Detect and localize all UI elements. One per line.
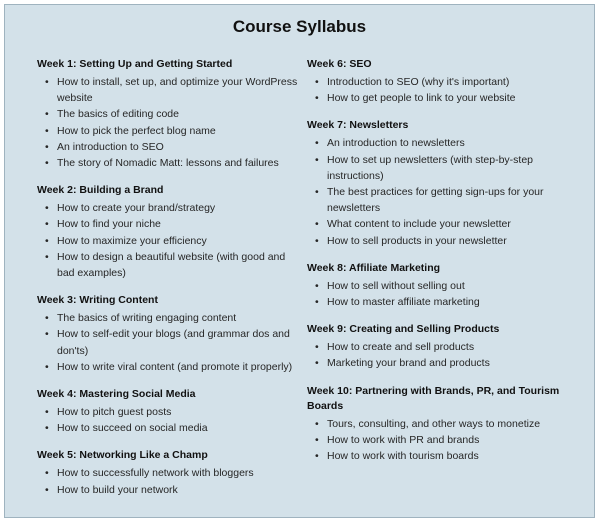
week-section <box>37 57 299 171</box>
list-item: • How to design a beautiful website (with good and bad examples) <box>57 249 299 281</box>
list-item: • An introduction to newsletters <box>327 135 587 151</box>
topic-list <box>307 135 587 248</box>
topic-list <box>37 465 299 497</box>
week-section <box>307 118 587 248</box>
list-item: • How to install, set up, and optimize your WordPress website <box>57 74 299 106</box>
list-item: • How to self-edit your blogs (and grammar dos and don'ts) <box>57 326 299 358</box>
topic-list <box>307 74 587 106</box>
list-item: • Introduction to SEO (why it's important) <box>327 74 587 90</box>
list-item: • How to find your niche <box>57 216 299 232</box>
topic-list <box>307 278 587 310</box>
week-heading: Week 9: Creating and Selling Products <box>307 323 500 336</box>
list-item: • How to sell without selling out <box>327 278 587 294</box>
list-item: • How to create and sell products <box>327 339 587 355</box>
list-item: • Tours, consulting, and other ways to monetize <box>327 416 587 432</box>
week-heading: Week 7: Newsletters <box>307 119 409 132</box>
week-section <box>307 57 587 106</box>
week-heading: Week 8: Affiliate Marketing <box>307 261 441 274</box>
list-item: • How to set up newsletters (with step-by-step instructions) <box>327 152 587 184</box>
topic-list <box>37 74 299 171</box>
list-item: • The basics of writing engaging content <box>57 310 299 326</box>
week-heading: Week 2: Building a Brand <box>37 184 164 197</box>
list-item: • How to get people to link to your website <box>327 90 587 106</box>
page-title: Course Syllabus <box>232 17 367 36</box>
week-section <box>37 183 299 281</box>
topic-list <box>307 416 587 465</box>
week-section <box>307 261 587 310</box>
list-item: • How to pick the perfect blog name <box>57 123 299 139</box>
list-item: • The basics of editing code <box>57 106 299 122</box>
right-column <box>307 57 587 476</box>
topic-list <box>37 200 299 281</box>
list-item: • Marketing your brand and products <box>327 355 587 371</box>
week-section <box>37 293 299 375</box>
list-item: • How to succeed on social media <box>57 420 299 436</box>
list-item: • How to pitch guest posts <box>57 404 299 420</box>
list-item: • How to build your network <box>57 482 299 498</box>
topic-list <box>37 404 299 436</box>
topic-list <box>37 310 299 375</box>
week-section <box>37 387 299 436</box>
list-item: • How to work with PR and brands <box>327 432 587 448</box>
week-heading: Week 6: SEO <box>307 58 372 70</box>
list-item: • An introduction to SEO <box>57 139 299 155</box>
week-section <box>37 448 299 497</box>
list-item: • How to master affiliate marketing <box>327 294 587 310</box>
list-item: • How to maximize your efficiency <box>57 233 299 249</box>
list-item: • The story of Nomadic Matt: lessons and failures <box>57 155 299 171</box>
topic-list <box>307 339 587 371</box>
week-section <box>307 322 587 371</box>
week-heading: Week 3: Writing Content <box>37 294 158 307</box>
list-item: • The best practices for getting sign-ups for your newsletters <box>327 184 587 216</box>
left-column <box>37 57 299 510</box>
list-item: • How to successfully network with bloggers <box>57 465 299 481</box>
syllabus-panel <box>4 4 595 518</box>
week-heading: Week 5: Networking Like a Champ <box>37 449 208 462</box>
list-item: • How to write viral content (and promote it properly) <box>57 359 299 375</box>
week-heading: Week 4: Mastering Social Media <box>37 388 196 401</box>
list-item: • What content to include your newsletter <box>327 216 587 232</box>
list-item: • How to sell products in your newsletter <box>327 233 587 249</box>
week-heading: Week 1: Setting Up and Getting Started <box>37 58 233 70</box>
week-heading: Week 10: Partnering with Brands, PR, and Tourism Boards <box>307 384 560 412</box>
list-item: • How to create your brand/strategy <box>57 200 299 216</box>
week-section <box>307 384 587 465</box>
list-item: • How to work with tourism boards <box>327 448 587 464</box>
